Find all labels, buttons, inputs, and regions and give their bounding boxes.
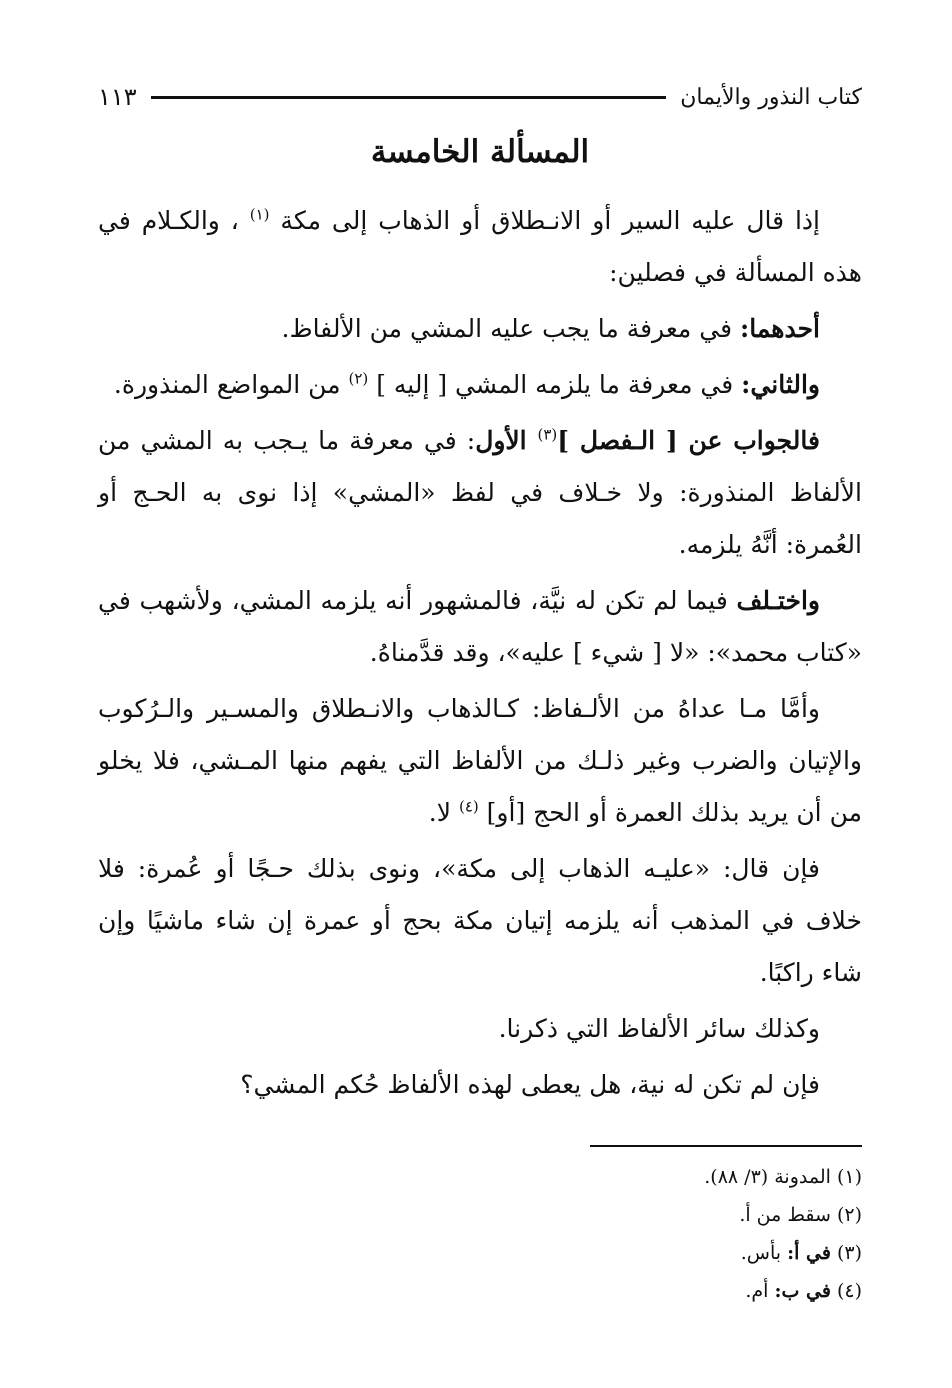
paragraph-3 [98,359,862,411]
footnote-text: أم. [745,1280,775,1302]
paragraph-9 [98,1059,862,1111]
running-header [98,80,862,114]
paragraph-text: فيما لم تكن له نيَّة، فالمشهور أنه يلزمه المشي، ولأشهب في «كتاب محمد»: «لا [ شيء ] عليه»، وقد قدَّمناهُ. [98,586,862,667]
paragraph-text: : في معرفة ما يـجب به المشي من الألفاظ المنذورة: ولا خـلاف في لفظ «المشي» إذا نوى به الحـج أو العُمرة: أنَّهُ يلزمه. [98,426,862,559]
paragraph-lead: والثاني: [741,370,820,399]
paragraph-lead-2: الأول [475,426,538,455]
footnote-prefix: في ب: [774,1280,831,1302]
footnote-rule [590,1145,862,1147]
paragraph-text: وأمَّا مـا عداهُ من الألـفاظ: كـالذهاب والانـطلاق والمسـير والـرُكوب والإتيان والضرب وغير ذلـك من الألفاظ التي يفهم منها المـشي، فلا يخلو من أن يريد بذلك العمرة أو الحج [أو] [98,694,862,827]
paragraph-4 [98,415,862,571]
section-title: المسألة الخامسة [370,134,590,170]
footnote-number: (١) [836,1166,862,1188]
paragraph-5 [98,575,862,679]
paragraph-lead: فالجواب عن [ الـفصل ] [557,426,820,455]
footnote-number: (٣) [836,1242,862,1264]
header-rule [151,96,667,99]
paragraph-8 [98,1003,862,1055]
paragraph-text: إذا قال عليه السير أو الانـطلاق أو الذهاب إلى مكة [269,206,821,235]
book-title: كتاب النذور والأيمان [680,84,862,110]
footnote-text: بأس. [740,1242,788,1264]
footnote-text: المدونة (٣/ ٨٨). [704,1166,831,1188]
paragraph-lead: أحدهما: [739,314,820,343]
footnote-3 [98,1234,862,1272]
main-text [98,195,862,1115]
paragraph-text: فإن لم تكن له نية، هل يعطى لهذه الألفاظ حُكم المشي؟ [240,1070,820,1099]
footnote-prefix: في أ: [787,1242,831,1264]
paragraph-tail: ، والكـلام في هذه المسألة في فصلين: [98,206,862,287]
footnotes [98,1158,862,1310]
paragraph-lead: واختـلف [736,586,820,615]
paragraph-1 [98,195,862,299]
footnote-number: (٢) [836,1204,862,1226]
paragraph-text: في معرفة ما يجب عليه المشي من الألفاظ. [281,314,740,343]
footnote-ref: (٤) [458,797,479,816]
paragraph-tail: من المواضع المنذورة. [113,370,349,399]
paragraph-text: وكذلك سائر الألفاظ التي ذكرنا. [498,1014,820,1043]
paragraph-text: في معرفة ما يلزمه المشي [ إليه ] [368,370,742,399]
footnote-1 [98,1158,862,1196]
page-number: ١١٣ [98,83,137,111]
footnote-text: سقط من أ. [739,1204,831,1226]
paragraph-text: فإن قال: «عليـه الذهاب إلى مكة»، ونوى بذلك حـجًا أو عُمرة: فلا خلاف في المذهب أنه يلزمه إتيان مكة بحج أو عمرة إن شاء ماشيًا وإن شاء راكبًا. [98,854,862,987]
paragraph-tail: لا. [428,798,459,827]
footnote-4 [98,1272,862,1310]
footnote-ref: (٣) [537,425,558,444]
footnote-2 [98,1196,862,1234]
footnote-number: (٤) [836,1280,862,1302]
footnote-ref: (١) [249,205,270,224]
paragraph-2 [98,303,862,355]
footnote-ref: (٢) [348,369,369,388]
paragraph-7 [98,843,862,999]
paragraph-6 [98,683,862,839]
